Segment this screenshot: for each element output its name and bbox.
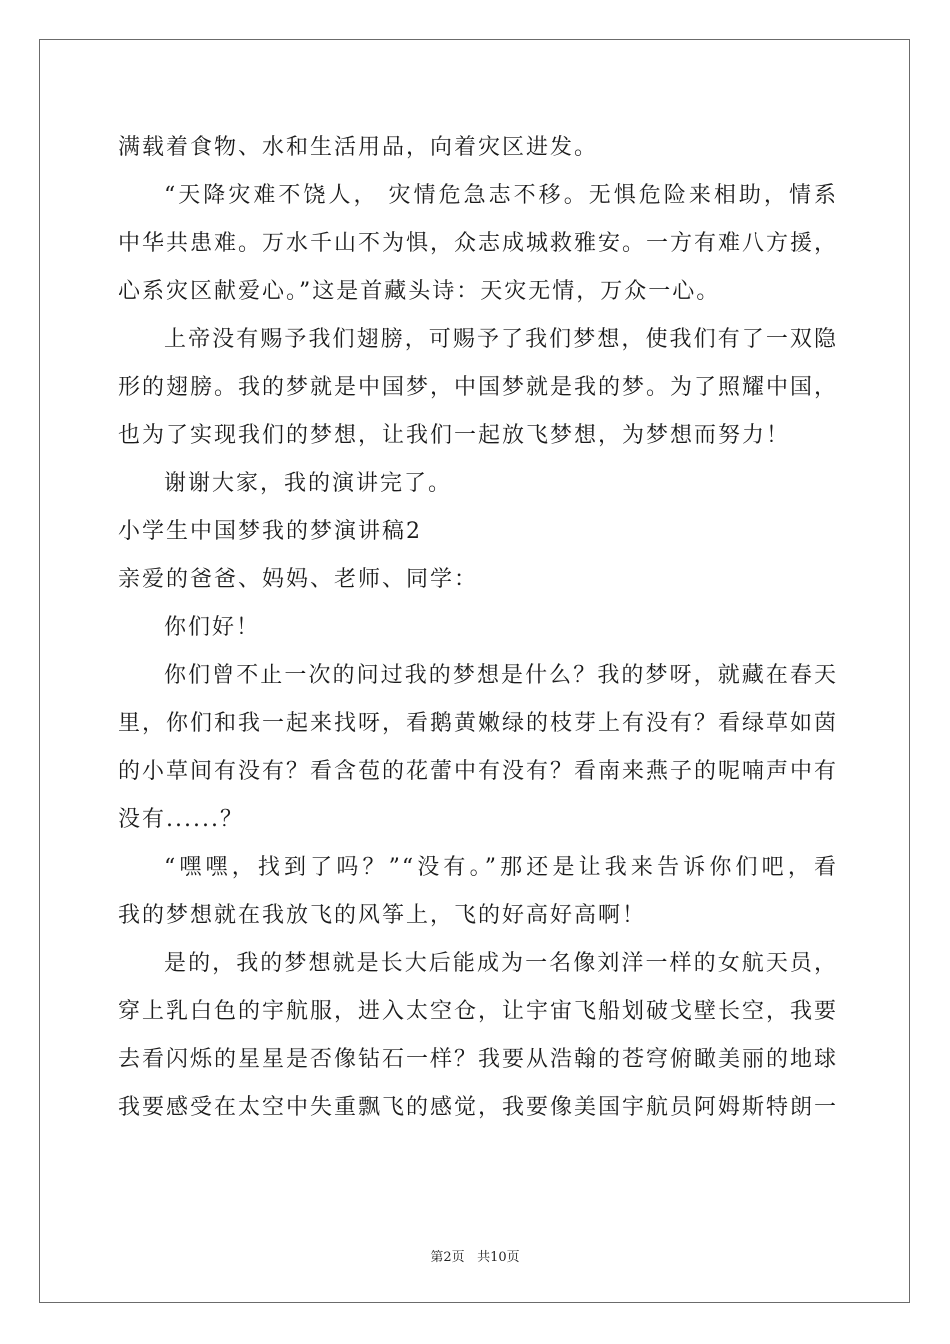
paragraph (118, 604, 838, 652)
paragraph (118, 172, 838, 316)
page-footer (0, 1246, 950, 1265)
document-body (118, 124, 838, 1132)
paragraph (118, 940, 838, 1132)
text-line: 形的翅膀。我的梦就是中国梦，中国梦就是我的梦。为了照耀中国， (118, 375, 838, 400)
text-line: 谢谢大家，我的演讲完了。 (164, 471, 453, 496)
text-line: 穿上乳白色的宇航服，进入太空仓，让宇宙飞船划破戈壁长空，我要 (118, 999, 838, 1024)
text-line: 没有......？ (118, 807, 244, 832)
text-line: 你们曾不止一次的问过我的梦想是什么？我的梦呀，就藏在春天 (164, 663, 838, 688)
text-line: “天降灾难不饶人， 灾情危急志不移。无惧危险来相助，情系 (164, 183, 838, 208)
text-line: 中华共患难。万水千山不为惧，众志成城救雅安。一方有难八方援， (118, 231, 838, 256)
text-line: 我的梦想就在我放飞的风筝上，飞的好高好高啊！ (118, 903, 647, 928)
text-line: 上帝没有赐予我们翅膀，可赐予了我们梦想，使我们有了一双隐 (164, 327, 838, 352)
paragraph (118, 124, 838, 172)
text-line: 亲爱的爸爸、妈妈、老师、同学： (118, 567, 479, 592)
text-line: 的小草间有没有？看含苞的花蕾中有没有？看南来燕子的呢喃声中有 (118, 759, 838, 784)
text-line: “嘿嘿，找到了吗？”“没有。”那还是让我来告诉你们吧，看 (164, 855, 838, 880)
text-line: 心系灾区献爱心。”这是首藏头诗：天灾无情，万众一心。 (118, 279, 721, 304)
page-total: 共10页 (477, 1250, 520, 1265)
paragraph (118, 652, 838, 844)
page-number: 第2页 (430, 1250, 465, 1265)
text-line: 你们好！ (164, 615, 261, 640)
paragraph (118, 316, 838, 460)
text-line: 小学生中国梦我的梦演讲稿2 (118, 519, 422, 544)
paragraph (118, 556, 838, 604)
paragraph (118, 460, 838, 508)
text-line: 里，你们和我一起来找呀，看鹅黄嫩绿的枝芽上有没有？看绿草如茵 (118, 711, 838, 736)
paragraph (118, 508, 838, 556)
text-line: 我要感受在太空中失重飘飞的感觉，我要像美国宇航员阿姆斯特朗一 (118, 1095, 838, 1120)
paragraph (118, 844, 838, 940)
text-line: 是的，我的梦想就是长大后能成为一名像刘洋一样的女航天员， (164, 951, 838, 976)
text-line: 满载着食物、水和生活用品，向着灾区进发。 (118, 135, 599, 160)
text-line: 去看闪烁的星星是否像钻石一样？我要从浩翰的苍穹俯瞰美丽的地球 (118, 1047, 838, 1072)
footer-separator (465, 1250, 477, 1265)
text-line: 也为了实现我们的梦想，让我们一起放飞梦想，为梦想而努力！ (118, 423, 791, 448)
